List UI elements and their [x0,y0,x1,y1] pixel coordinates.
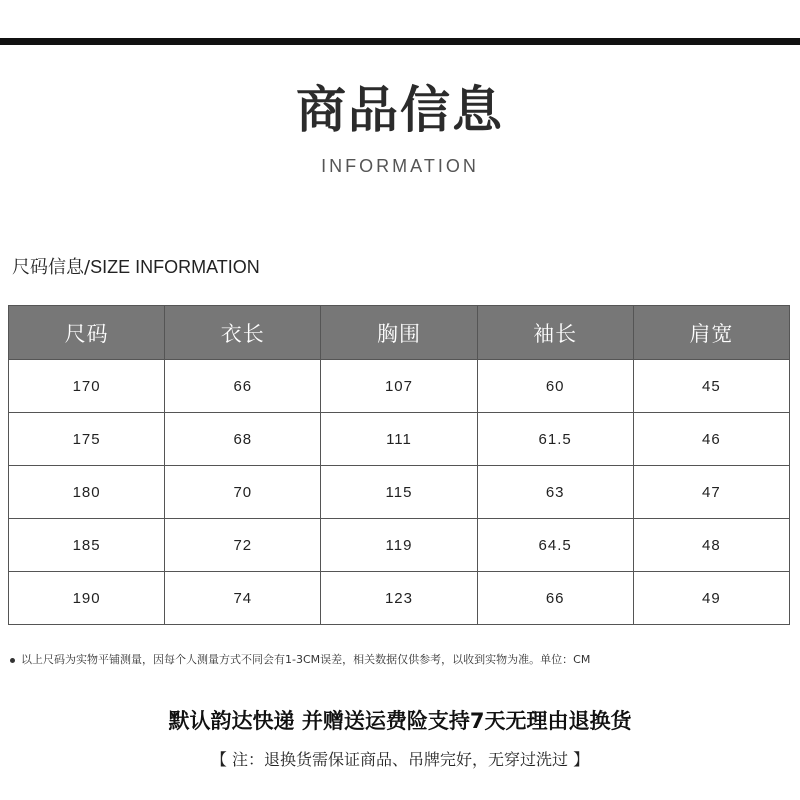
table-cell: 49 [633,572,789,625]
table-cell: 46 [633,413,789,466]
table-cell: 68 [165,413,321,466]
page-subtitle: INFORMATION [321,156,479,176]
column-header-sleeve: 袖长 [477,306,633,360]
measurement-note-text: 以上尺码为实物平铺测量，因每个人测量方式不同会有1-3CM误差，相关数据仅供参考，以收到实物为准。单位：CM [21,653,591,666]
table-cell: 175 [9,413,165,466]
column-header-shoulder: 肩宽 [633,306,789,360]
table-cell: 64.5 [477,519,633,572]
size-heading-cn: 尺码信息/ [12,257,91,278]
size-section-heading [12,255,260,280]
size-heading-en: SIZE INFORMATION [90,257,260,277]
table-row [9,572,790,625]
table-cell: 45 [633,360,789,413]
measurement-note [10,652,795,668]
column-header-size: 尺码 [9,306,165,360]
column-header-length: 衣长 [165,306,321,360]
column-header-chest: 胸围 [321,306,477,360]
bullet-icon [10,658,15,663]
table-cell: 170 [9,360,165,413]
table-header-row [9,306,790,360]
table-cell: 115 [321,466,477,519]
table-cell: 47 [633,466,789,519]
table-cell: 48 [633,519,789,572]
table-row [9,466,790,519]
page-title: 商品信息 [296,81,504,139]
table-cell: 72 [165,519,321,572]
table-cell: 190 [9,572,165,625]
size-chart-table [8,305,790,625]
table-cell: 60 [477,360,633,413]
table-cell: 70 [165,466,321,519]
table-cell: 66 [477,572,633,625]
table-cell: 185 [9,519,165,572]
table-row [9,413,790,466]
table-cell: 107 [321,360,477,413]
table-cell: 61.5 [477,413,633,466]
table-cell: 180 [9,466,165,519]
table-row [9,519,790,572]
table-cell: 123 [321,572,477,625]
table-cell: 74 [165,572,321,625]
table-cell: 119 [321,519,477,572]
return-policy-note: 【 注：退换货需保证商品、吊牌完好，无穿过洗过 】 [210,750,590,769]
shipping-policy: 默认韵达快递 并赠送运费险支持7天无理由退换货 [168,709,632,733]
table-cell: 66 [165,360,321,413]
table-row [9,360,790,413]
top-divider-bar [0,38,800,45]
table-cell: 63 [477,466,633,519]
table-cell: 111 [321,413,477,466]
